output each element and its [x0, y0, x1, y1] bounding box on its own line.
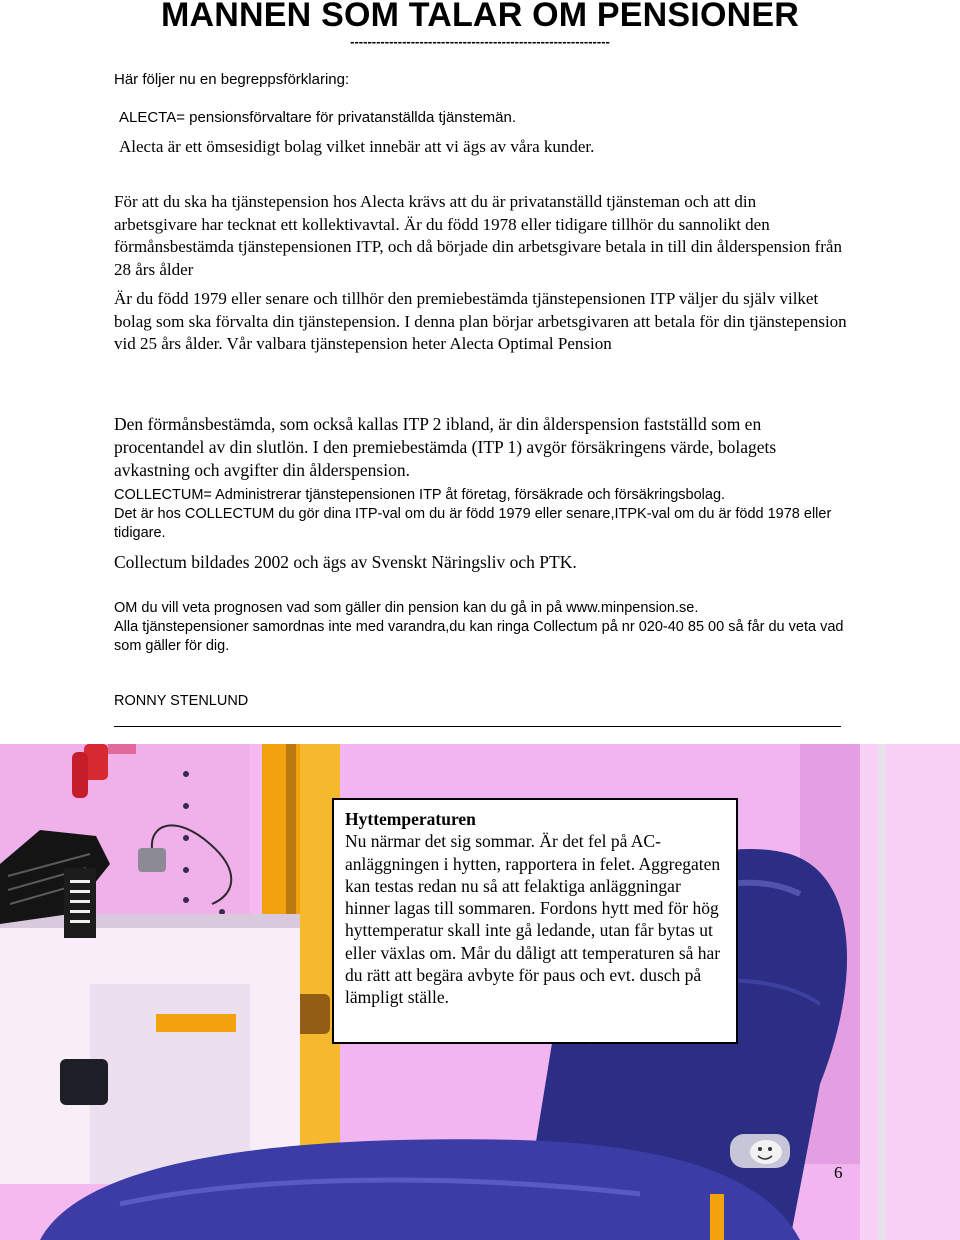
alecta-ownership-text: Alecta är ett ömsesidigt bolag vilket innebär att vi ägs av våra kunder. [119, 137, 595, 156]
notice-body: Nu närmar det sig sommar. Är det fel på AC-anläggningen i hytten, rapportera in felet. Aggregaten kan testas redan nu så att felaktiga anläggningar hinner lagas till sommaren. Fordons hytt med för hög hyttemperatur skall inte gå ledande, utan får bytas ut eller växlas om. Mår du dåligt att temperaturen så har du rätt att begära avbyte för paus och evt. dusch på lämpligt ställe. [345, 831, 721, 1008]
cab-temperature-notice [332, 798, 738, 1044]
alecta-paragraph-2: Är du född 1979 eller senare och tillhör den premiebestämda tjänstepensionen ITP väljer du själv vilket bolag som ska förvalta din tjänstepension. I denna plan börjar arbetsgivaren att betala för din tjänstepension vid 25 års ålder. Vår valbara tjänstepension heter Alecta Optimal Pension [114, 289, 847, 353]
alecta-paragraph-1: För att du ska ha tjänstepension hos Alecta krävs att du är privatanställd tjänsteman och att din arbetsgivare har tecknat ett kollektivavtal. Är du född 1978 eller tidigare tillhör du sannolikt den förmånsbestämda tjänstepensionen ITP, och då började din arbetsgivare betala in till din ålderspension från 28 års ålder [114, 192, 842, 279]
page-number: 6 [834, 1163, 843, 1182]
minpension-text: OM du vill veta prognosen vad som gäller din pension kan du gå in på www.minpension.se. [114, 600, 699, 616]
collectum-founded-text: Collectum bildades 2002 och ägs av Svenskt Näringsliv och PTK. [114, 552, 577, 572]
notice-heading: Hyttemperaturen [345, 809, 476, 829]
intro-text: Här följer nu en begreppsförklaring: [114, 71, 350, 88]
author-signature: RONNY STENLUND [114, 693, 249, 709]
itp-paragraph: Den förmånsbestämda, som också kallas ITP 2 ibland, är din ålderspension fastställd som en procentandel av din slutlön. I den premiebestämda (ITP 1) avgör försäkringens värde, bolagets avkastning och avgifter din ålderspension. [114, 414, 777, 480]
title-underline-rule: ------------------------------------------------------------ [350, 34, 610, 49]
samordnas-text: Alla tjänstepensioner samordnas inte med varandra,du kan ringa Collectum på nr 020-40 85 00 så får du veta vad som gäller för dig. [114, 619, 844, 654]
alecta-definition: ALECTA= pensionsförvaltare för privatanställda tjänstemän. [119, 109, 517, 126]
signature-line [114, 726, 841, 727]
collectum-itp-text: Det är hos COLLECTUM du gör dina ITP-val om du är född 1979 eller senare,ITPK-val om du är född 1978 eller tidigare. [114, 506, 832, 541]
page-title: MANNEN SOM TALAR OM PENSIONER [161, 0, 799, 34]
collectum-definition: COLLECTUM= Administrerar tjänstepensionen ITP åt företag, försäkrade och försäkringsbolag. [114, 487, 726, 503]
